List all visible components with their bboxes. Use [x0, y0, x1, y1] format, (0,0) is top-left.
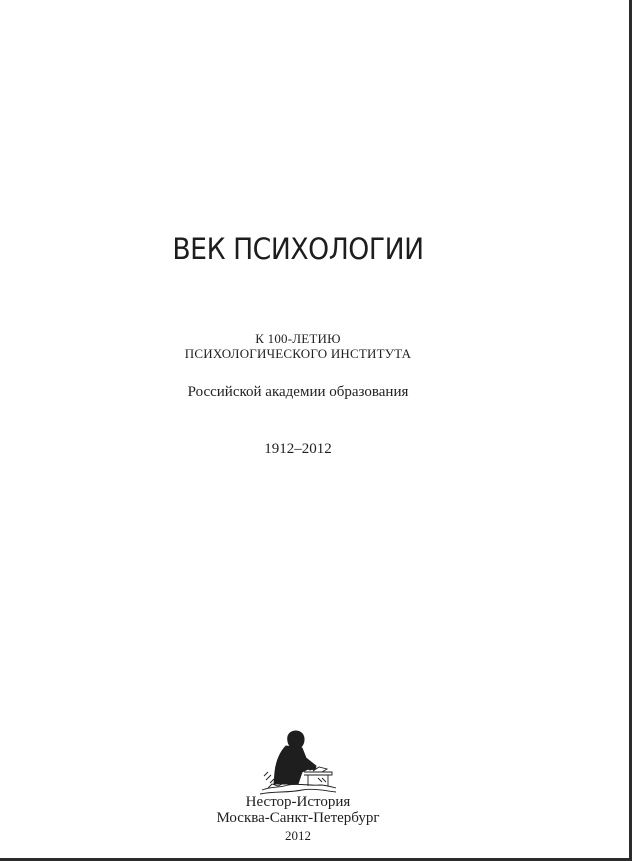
subtitle-academy: Российской академии образования — [187, 384, 409, 400]
publisher-cities: Москва-Санкт-Петербург — [216, 810, 380, 826]
publication-year: 2012 — [285, 828, 311, 843]
year-range: 1912–2012 — [264, 441, 332, 457]
publisher-name: Нестор-История — [245, 794, 351, 810]
subtitle-anniversary: К 100-ЛЕТИЮ — [255, 331, 341, 346]
book-title: ВЕК ПСИХОЛОГИИ — [172, 232, 424, 266]
seated-scribe-emblem-icon — [258, 728, 338, 796]
subtitle-institute: ПСИХОЛОГИЧЕСКОГО ИНСТИТУТА — [184, 346, 412, 361]
